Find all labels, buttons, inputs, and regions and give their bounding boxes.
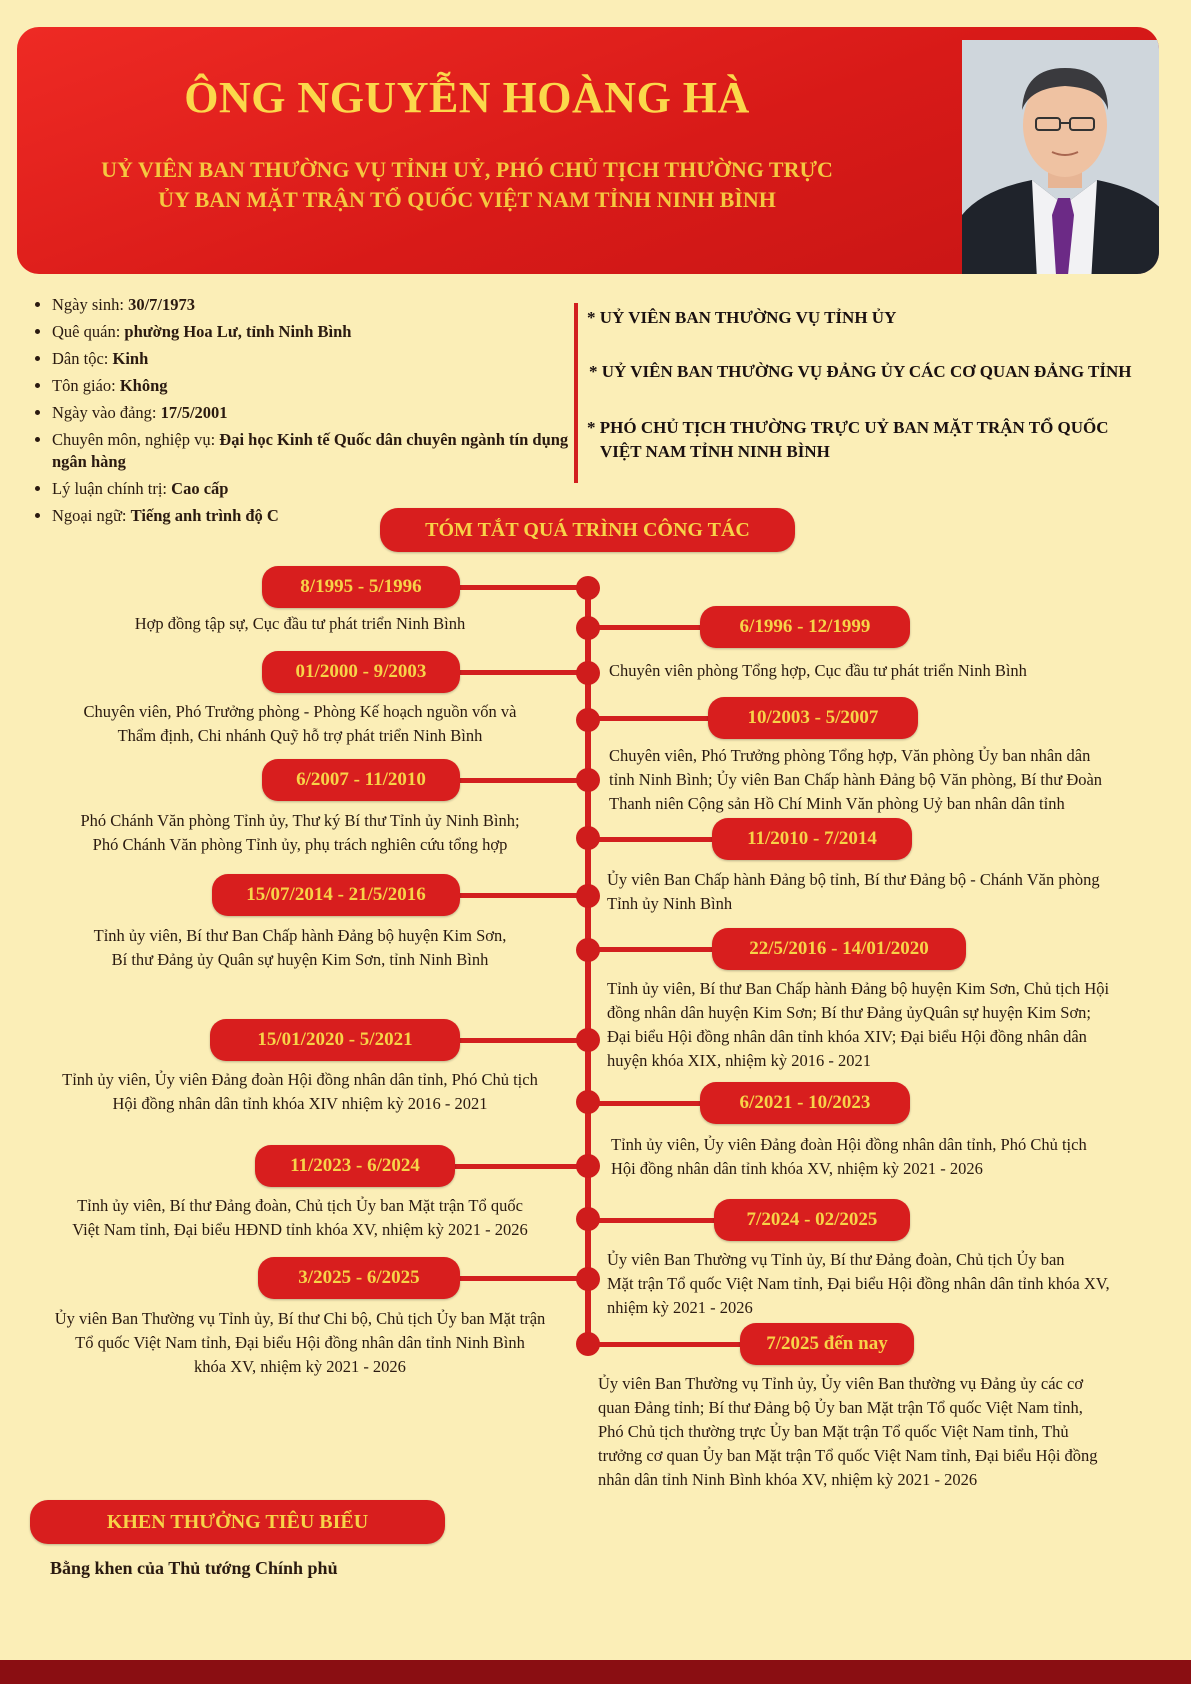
timeline-description-line: trưởng cơ quan Ủy ban Mặt trận Tổ quốc Việt Nam tỉnh, Đại biểu Hội đồng xyxy=(598,1446,1098,1465)
info-value: Cao cấp xyxy=(171,479,229,498)
timeline-description-line: Tỉnh ủy viên, Ủy viên Đảng đoàn Hội đồng nhân dân tỉnh, Phó Chủ tịch xyxy=(62,1070,538,1089)
timeline-connector xyxy=(460,1276,588,1281)
info-label: Quê quán: xyxy=(52,322,125,341)
timeline-dot xyxy=(576,938,600,962)
timeline-period: 10/2003 - 5/2007 xyxy=(708,697,918,739)
timeline-connector xyxy=(460,778,588,783)
awards-title: KHEN THƯỞNG TIÊU BIỂU xyxy=(30,1500,445,1544)
footer-bar xyxy=(0,1660,1191,1684)
timeline-period: 11/2023 - 6/2024 xyxy=(255,1145,455,1187)
timeline-description-line: Đại biểu Hội đồng nhân dân tỉnh khóa XIV; Đại biểu Hội đồng nhân dân xyxy=(607,1027,1087,1046)
timeline-dot xyxy=(576,1332,600,1356)
timeline-description-line: Hợp đồng tập sự, Cục đầu tư phát triển Ninh Bình xyxy=(134,614,466,633)
timeline-description xyxy=(607,1248,1167,1320)
timeline-description xyxy=(40,1194,560,1242)
timeline-description-line: Ủy viên Ban Thường vụ Tỉnh ủy, Bí thư Chi bộ, Chủ tịch Ủy ban Mặt trận xyxy=(54,1309,546,1328)
timeline-description xyxy=(598,1372,1163,1492)
timeline-description-line: Mặt trận Tổ quốc Việt Nam tỉnh, Đại biểu Hội đồng nhân dân tỉnh khóa XV, xyxy=(607,1274,1110,1293)
timeline-description xyxy=(607,977,1167,1073)
info-value: Kinh xyxy=(112,349,149,368)
timeline-description-line: Tổ quốc Việt Nam tỉnh, Đại biểu Hội đồng nhân dân tỉnh Ninh Bình xyxy=(75,1333,525,1352)
timeline-description-line: nhiệm kỳ 2021 - 2026 xyxy=(607,1298,753,1317)
position-line-1: UỶ VIÊN BAN THƯỜNG VỤ TỈNH UỶ, PHÓ CHỦ TỊCH THƯỜNG TRỰC xyxy=(101,157,833,182)
position-line-2: ỦY BAN MẶT TRẬN TỔ QUỐC VIỆT NAM TỈNH NINH BÌNH xyxy=(158,187,776,212)
timeline-period: 6/2021 - 10/2023 xyxy=(700,1082,910,1124)
role-1: * UỶ VIÊN BAN THƯỜNG VỤ TỈNH ỦY xyxy=(587,308,897,327)
timeline-description-line: Tỉnh ủy viên, Bí thư Ban Chấp hành Đảng bộ huyện Kim Sơn, xyxy=(93,926,507,945)
timeline-description xyxy=(609,744,1169,816)
timeline-description xyxy=(611,1133,1171,1181)
timeline-dot xyxy=(576,1267,600,1291)
info-label: Ngày vào đảng: xyxy=(52,403,161,422)
info-item xyxy=(52,348,592,370)
timeline-period: 15/01/2020 - 5/2021 xyxy=(210,1019,460,1061)
timeline-connector xyxy=(455,1164,588,1169)
personal-info-list xyxy=(28,294,592,532)
info-label: Dân tộc: xyxy=(52,349,113,368)
timeline-connector xyxy=(588,837,712,842)
role-3: * PHÓ CHỦ TỊCH THƯỜNG TRỰC UỶ BAN MẶT TRẬN TỔ QUỐC xyxy=(587,418,1109,437)
timeline-dot xyxy=(576,826,600,850)
timeline-description-line: Hội đồng nhân dân tỉnh khóa XV, nhiệm kỳ 2021 - 2026 xyxy=(611,1159,983,1178)
timeline-description-line: Việt Nam tỉnh, Đại biểu HĐND tỉnh khóa XV, nhiệm kỳ 2021 - 2026 xyxy=(72,1220,528,1239)
timeline-description xyxy=(607,868,1167,916)
timeline-connector xyxy=(460,893,588,898)
timeline-description-line: khóa XV, nhiệm kỳ 2021 - 2026 xyxy=(194,1357,406,1376)
timeline-description-line: Tỉnh ủy viên, Bí thư Ban Chấp hành Đảng bộ huyện Kim Sơn, Chủ tịch Hội xyxy=(607,979,1110,998)
timeline-dot xyxy=(576,708,600,732)
info-item xyxy=(52,478,592,500)
timeline-connector xyxy=(460,670,588,675)
timeline-period: 7/2025 đến nay xyxy=(740,1323,914,1365)
info-item xyxy=(52,321,592,343)
timeline-connector xyxy=(588,1342,740,1347)
timeline-period: 22/5/2016 - 14/01/2020 xyxy=(712,928,966,970)
timeline-dot xyxy=(576,1028,600,1052)
info-value: 17/5/2001 xyxy=(160,403,228,422)
info-label: Ngày sinh: xyxy=(52,295,129,314)
role-2: * UỶ VIÊN BAN THƯỜNG VỤ ĐẢNG ỦY CÁC CƠ QUAN ĐẢNG TỈNH xyxy=(589,362,1132,381)
timeline-connector xyxy=(588,716,708,721)
timeline-description-line: Chuyên viên phòng Tổng hợp, Cục đầu tư phát triển Ninh Bình xyxy=(609,661,1027,680)
info-value: 30/7/1973 xyxy=(128,295,196,314)
timeline-dot xyxy=(576,768,600,792)
timeline-dot xyxy=(576,576,600,600)
timeline-period: 11/2010 - 7/2014 xyxy=(712,818,912,860)
timeline-period: 15/07/2014 - 21/5/2016 xyxy=(212,874,460,916)
info-label: Chuyên môn, nghiệp vụ: xyxy=(52,430,220,449)
timeline-description xyxy=(30,1068,570,1116)
timeline-dot xyxy=(576,1090,600,1114)
timeline-description xyxy=(40,924,560,972)
timeline-description-line: Thẩm định, Chi nhánh Quỹ hỗ trợ phát triển Ninh Bình xyxy=(117,726,483,745)
timeline-period: 01/2000 - 9/2003 xyxy=(262,651,460,693)
timeline-period: 3/2025 - 6/2025 xyxy=(258,1257,460,1299)
timeline-description xyxy=(30,1307,570,1379)
timeline-title: TÓM TẮT QUÁ TRÌNH CÔNG TÁC xyxy=(380,508,795,552)
timeline-description-line: Phó Chủ tịch thường trực Ủy ban Mặt trận Tổ quốc Việt Nam tỉnh, Thủ xyxy=(598,1422,1069,1441)
timeline-description-line: nhân dân tỉnh Ninh Bình khóa XV, nhiệm kỳ 2021 - 2026 xyxy=(598,1470,978,1489)
timeline-connector xyxy=(460,1038,588,1043)
timeline-description-line: Hội đồng nhân dân tỉnh khóa XIV nhiệm kỳ 2016 - 2021 xyxy=(112,1094,488,1113)
timeline-description-line: Phó Chánh Văn phòng Tỉnh ủy, Thư ký Bí thư Tỉnh ủy Ninh Bình; xyxy=(80,811,520,830)
info-item xyxy=(52,294,592,316)
timeline-dot xyxy=(576,884,600,908)
timeline-period: 8/1995 - 5/1996 xyxy=(262,566,460,608)
timeline-period: 6/2007 - 11/2010 xyxy=(262,759,460,801)
timeline-connector xyxy=(460,585,588,590)
timeline-description xyxy=(40,700,560,748)
timeline-description xyxy=(609,659,1169,683)
timeline-dot xyxy=(576,1207,600,1231)
info-value: Không xyxy=(119,376,168,395)
timeline-description-line: Tỉnh ủy Ninh Bình xyxy=(607,894,733,913)
info-value: Đại học Kinh tế Quốc dân chuyên ngành tín dụng ngân hàng xyxy=(52,430,569,471)
portrait-illustration xyxy=(962,40,1159,274)
roles-divider xyxy=(574,303,578,483)
info-label: Lý luận chính trị: xyxy=(52,479,172,498)
timeline-description-line: Ủy viên Ban Thường vụ Tỉnh ủy, Ủy viên Ban thường vụ Đảng ủy các cơ xyxy=(598,1374,1084,1393)
timeline-connector xyxy=(588,1218,714,1223)
timeline-period: 7/2024 - 02/2025 xyxy=(714,1199,910,1241)
timeline-dot xyxy=(576,616,600,640)
award-item: Bằng khen của Thủ tướng Chính phủ xyxy=(50,1558,338,1578)
info-item xyxy=(52,402,592,424)
timeline-description-line: Phó Chánh Văn phòng Tỉnh ủy, phụ trách nghiên cứu tổng hợp xyxy=(92,835,508,854)
timeline-description-line: đồng nhân dân huyện Kim Sơn; Bí thư Đảng ủyQuân sự huyện Kim Sơn; xyxy=(607,1003,1092,1022)
timeline-description-line: Thanh niên Cộng sản Hồ Chí Minh Văn phòng Uỷ ban nhân dân tỉnh xyxy=(609,794,1065,813)
timeline-description-line: Bí thư Đảng ủy Quân sự huyện Kim Sơn, tỉnh Ninh Bình xyxy=(111,950,489,969)
timeline-description-line: Chuyên viên, Phó Trưởng phòng - Phòng Kế hoạch nguồn vốn và xyxy=(83,702,517,721)
timeline-description-line: tỉnh Ninh Bình; Ủy viên Ban Chấp hành Đảng bộ Văn phòng, Bí thư Đoàn xyxy=(609,770,1103,789)
timeline-connector xyxy=(588,947,712,952)
info-item xyxy=(52,375,592,397)
timeline-description-line: Tỉnh ủy viên, Bí thư Đảng đoàn, Chủ tịch Ủy ban Mặt trận Tổ quốc xyxy=(77,1196,523,1215)
timeline-description xyxy=(40,809,560,857)
timeline-dot xyxy=(576,1154,600,1178)
timeline-description-line: quan Đảng tỉnh; Bí thư Đảng bộ Ủy ban Mặt trận Tổ quốc Việt Nam tỉnh, xyxy=(598,1398,1083,1417)
timeline-dot xyxy=(576,661,600,685)
info-label: Ngoại ngữ: xyxy=(52,506,131,525)
header-banner xyxy=(17,27,1159,274)
person-name: ÔNG NGUYỄN HOÀNG HÀ xyxy=(184,73,750,122)
timeline-description xyxy=(40,612,560,636)
timeline-description-line: Ủy viên Ban Thường vụ Tỉnh ủy, Bí thư Đảng đoàn, Chủ tịch Ủy ban xyxy=(607,1250,1065,1269)
role-3-cont: VIỆT NAM TỈNH NINH BÌNH xyxy=(600,442,830,461)
timeline-connector xyxy=(588,625,700,630)
info-item xyxy=(52,429,592,473)
timeline-description-line: Ủy viên Ban Chấp hành Đảng bộ tỉnh, Bí thư Đảng bộ - Chánh Văn phòng xyxy=(607,870,1100,889)
timeline-description-line: Tỉnh ủy viên, Ủy viên Đảng đoàn Hội đồng nhân dân tỉnh, Phó Chủ tịch xyxy=(611,1135,1087,1154)
timeline-description-line: huyện khóa XIX, nhiệm kỳ 2016 - 2021 xyxy=(607,1051,871,1070)
info-value: Tiếng anh trình độ C xyxy=(130,506,279,525)
timeline-description-line: Chuyên viên, Phó Trưởng phòng Tổng hợp, Văn phòng Ủy ban nhân dân xyxy=(609,746,1091,765)
info-value: phường Hoa Lư, tỉnh Ninh Bình xyxy=(124,322,352,341)
timeline-period: 6/1996 - 12/1999 xyxy=(700,606,910,648)
portrait-photo xyxy=(962,40,1159,274)
info-label: Tôn giáo: xyxy=(52,376,120,395)
timeline-connector xyxy=(588,1101,700,1106)
